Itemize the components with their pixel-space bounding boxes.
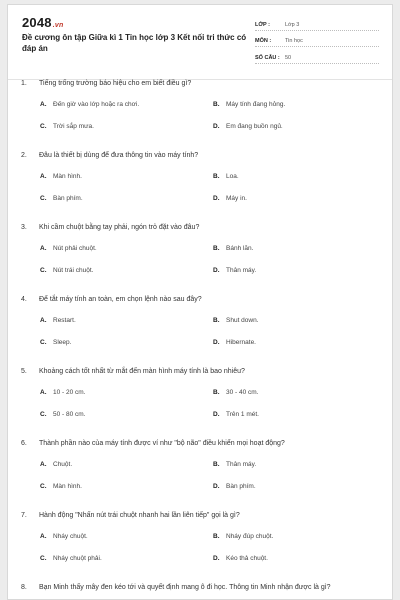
answer-option[interactable] xyxy=(40,123,94,130)
meta-row-subject xyxy=(255,31,379,48)
option-letter: D. xyxy=(213,339,220,346)
option-text: Máy tính đang hỏng. xyxy=(226,101,286,108)
logo-number: 2048 xyxy=(22,15,52,30)
option-text: Thân máy. xyxy=(226,461,257,468)
question-text xyxy=(21,440,285,447)
option-text: Màn hình. xyxy=(53,173,82,180)
option-letter: A. xyxy=(40,389,47,396)
question-number: 3. xyxy=(21,224,27,231)
question-text xyxy=(21,368,245,375)
option-text: Shut down. xyxy=(226,317,259,324)
question-number: 8. xyxy=(21,584,27,591)
meta-value: Lớp 3 xyxy=(285,21,300,28)
option-text: Loa. xyxy=(226,173,239,180)
question-label: Thành phần nào của máy tính được ví như "bộ não" điều khiển mọi hoạt động? xyxy=(39,440,285,447)
option-text: Máy in. xyxy=(226,195,247,202)
question-text xyxy=(21,152,198,159)
question-number: 4. xyxy=(21,296,27,303)
answer-option[interactable] xyxy=(213,389,259,396)
option-text: Nút phải chuột. xyxy=(53,245,97,252)
answer-option[interactable] xyxy=(40,101,139,108)
logo-suffix: .vn xyxy=(52,22,64,29)
option-letter: D. xyxy=(213,195,220,202)
option-text: Nút trái chuột. xyxy=(53,267,94,274)
meta-key: SỐ CÂU : xyxy=(255,54,280,61)
option-letter: B. xyxy=(213,317,220,324)
question-text xyxy=(21,296,202,303)
option-letter: D. xyxy=(213,411,220,418)
answer-option[interactable] xyxy=(213,483,256,490)
option-text: Nháy đúp chuột. xyxy=(226,533,274,540)
option-letter: C. xyxy=(40,411,47,418)
answer-option[interactable] xyxy=(213,101,285,108)
option-text: Em đang buồn ngủ. xyxy=(226,123,283,130)
question-number: 6. xyxy=(21,440,27,447)
question-label: Bạn Minh thấy mây đen kéo tới và quyết định mang ô đi học. Thông tin Minh nhận được là gì? xyxy=(39,584,331,591)
option-letter: A. xyxy=(40,101,47,108)
question-label: Khi cầm chuột bằng tay phải, ngón trỏ đặt vào đâu? xyxy=(39,224,200,231)
answer-option[interactable] xyxy=(40,555,102,562)
answer-option[interactable] xyxy=(213,267,256,274)
option-letter: C. xyxy=(40,195,47,202)
question-number: 7. xyxy=(21,512,27,519)
meta-value: 50 xyxy=(285,54,292,61)
option-letter: D. xyxy=(213,483,220,490)
document-page xyxy=(7,4,393,600)
answer-option[interactable] xyxy=(213,555,268,562)
option-letter: C. xyxy=(40,267,47,274)
option-text: Nháy chuột. xyxy=(53,533,88,540)
option-text: Bánh lăn. xyxy=(226,245,254,252)
question-label: Để tắt máy tính an toàn, em chọn lệnh nào sau đây? xyxy=(39,296,202,303)
option-text: Chuột. xyxy=(53,461,73,468)
option-text: Kéo thả chuột. xyxy=(226,555,268,562)
option-text: 30 - 40 cm. xyxy=(226,389,259,396)
option-text: Bàn phím. xyxy=(226,483,256,490)
answer-option[interactable] xyxy=(213,411,259,418)
option-letter: A. xyxy=(40,533,47,540)
meta-row-count xyxy=(255,47,379,64)
meta-value: Tin học xyxy=(285,38,303,44)
document-meta xyxy=(255,14,379,64)
question-label: Hành động "Nhấn nút trái chuột nhanh hai lần liên tiếp" gọi là gì? xyxy=(39,512,240,519)
option-text: Thân máy. xyxy=(226,267,257,274)
option-letter: B. xyxy=(213,245,220,252)
option-letter: B. xyxy=(213,173,220,180)
option-letter: A. xyxy=(40,245,47,252)
question-label: Tiếng trống trường báo hiệu cho em biết điều gì? xyxy=(39,80,192,87)
answer-option[interactable] xyxy=(213,173,239,180)
option-text: Bàn phím. xyxy=(53,195,83,202)
question-text xyxy=(21,512,240,519)
option-text: Restart. xyxy=(53,317,76,324)
meta-key: MÔN : xyxy=(255,38,272,44)
answer-option[interactable] xyxy=(213,245,253,252)
question-label: Đâu là thiết bị dùng để đưa thông tin vào máy tính? xyxy=(39,152,199,159)
question-label: Khoảng cách tốt nhất từ mắt đến màn hình máy tính là bao nhiêu? xyxy=(39,368,245,375)
option-letter: D. xyxy=(213,123,220,130)
option-letter: C. xyxy=(40,123,47,130)
answer-option[interactable] xyxy=(40,389,86,396)
answer-option[interactable] xyxy=(213,317,259,324)
answer-option[interactable] xyxy=(213,339,256,346)
question-number: 2. xyxy=(21,152,27,159)
question-text xyxy=(21,224,199,231)
option-letter: A. xyxy=(40,317,47,324)
answer-option[interactable] xyxy=(213,533,273,540)
answer-option[interactable] xyxy=(213,195,247,202)
question-number: 5. xyxy=(21,368,27,375)
meta-row-class xyxy=(255,14,379,31)
document-header xyxy=(8,5,392,80)
answer-option[interactable] xyxy=(40,245,97,252)
option-text: 50 - 80 cm. xyxy=(53,411,86,418)
option-letter: C. xyxy=(40,483,47,490)
option-letter: C. xyxy=(40,339,47,346)
option-text: Sleep. xyxy=(53,339,72,346)
answer-option[interactable] xyxy=(40,483,82,490)
option-text: Trời sắp mưa. xyxy=(53,123,94,130)
answer-option[interactable] xyxy=(40,195,83,202)
answer-option[interactable] xyxy=(40,461,72,468)
option-text: Hibernate. xyxy=(226,339,256,346)
option-letter: B. xyxy=(213,101,220,108)
site-logo[interactable] xyxy=(22,15,63,30)
option-letter: A. xyxy=(40,173,47,180)
option-letter: D. xyxy=(213,555,220,562)
answer-option[interactable] xyxy=(40,533,88,540)
answer-option[interactable] xyxy=(40,317,76,324)
document-title: Đề cương ôn tập Giữa kì 1 Tin học lớp 3 Kết nối tri thức có đáp án xyxy=(22,33,247,53)
question-text xyxy=(21,80,191,87)
option-text: 10 - 20 cm. xyxy=(53,389,86,396)
question-text xyxy=(21,584,331,591)
answer-option[interactable] xyxy=(40,173,82,180)
option-letter: D. xyxy=(213,267,220,274)
answer-option[interactable] xyxy=(40,267,93,274)
option-text: Màn hình. xyxy=(53,483,82,490)
answer-option[interactable] xyxy=(213,461,256,468)
answer-option[interactable] xyxy=(213,123,283,130)
option-text: Trên 1 mét. xyxy=(226,411,259,418)
meta-key: LỚP : xyxy=(255,21,270,28)
answer-option[interactable] xyxy=(40,411,86,418)
option-letter: C. xyxy=(40,555,47,562)
option-text: Nháy chuột phải. xyxy=(53,555,102,562)
answer-option[interactable] xyxy=(40,339,71,346)
option-letter: A. xyxy=(40,461,47,468)
option-text: Đến giờ vào lớp hoặc ra chơi. xyxy=(53,101,140,108)
option-letter: B. xyxy=(213,533,220,540)
question-number: 1. xyxy=(21,80,27,87)
option-letter: B. xyxy=(213,461,220,468)
option-letter: B. xyxy=(213,389,220,396)
